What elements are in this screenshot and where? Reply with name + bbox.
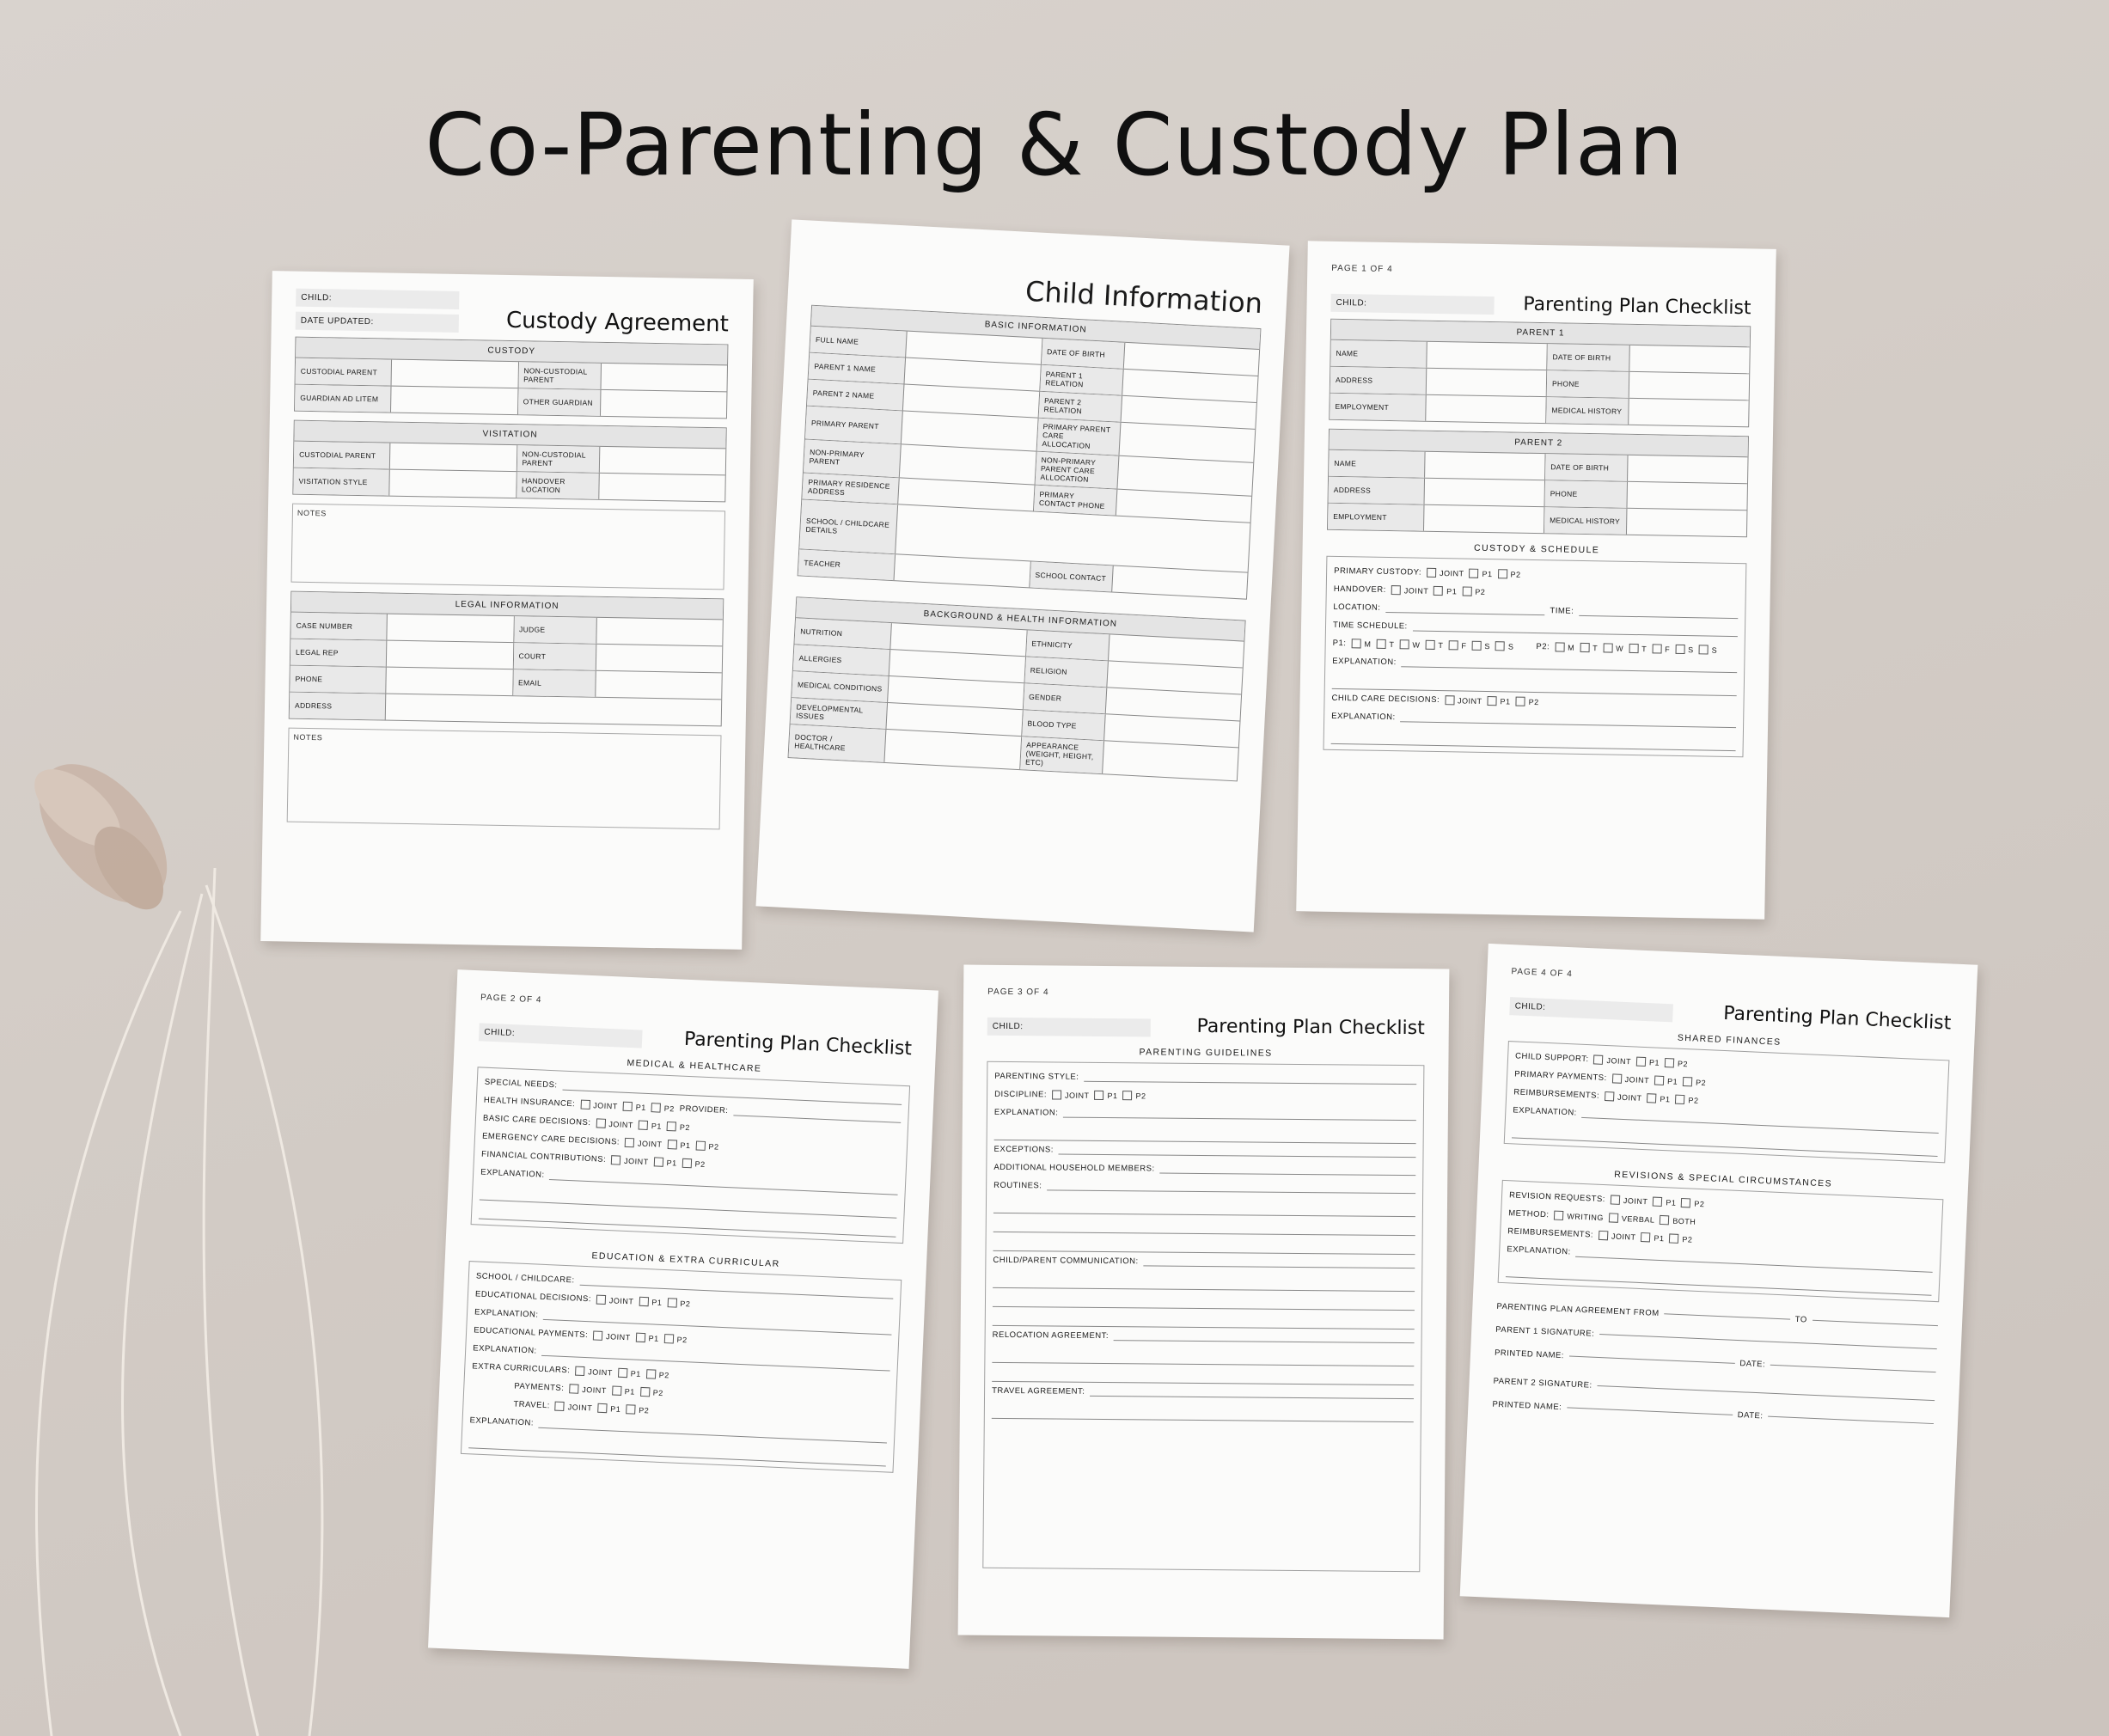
parent-1-table: PARENT 1 NAME DATE OF BIRTH ADDRESS PHONE EMPLOYMENT MEDICAL HISTORY <box>1329 319 1751 428</box>
banner-title: Co-Parenting & Custody Plan <box>425 95 1684 195</box>
checklist-page-1-sheet: PAGE 1 OF 4 CHILD: Parenting Plan Checklist PARENT 1 NAME DATE OF BIRTH ADDRESS PHONE EMPLOYMENT MEDICAL HISTORY PARENT 2 NAME DATE OF BIRTH ADDRESS PHONE EMPLOYMENT MEDICAL HISTORY CUSTODY & SCHEDULE PRIMARY CUSTODY: JOINT P1 P2 HANDOVER: JOINT P1 P2 LOCATION: TIME: TIME SCHEDULE: P1: M T W T F S S P2: M T W T F S S EXPLANATION: CHILD CARE DECISIONS: JOINT P1 P2 EXPLANATION: <box>1296 241 1776 919</box>
basic-info-table: BASIC INFORMATION FULL NAME DATE OF BIRTH PARENT 1 NAME PARENT 1 RELATION PARENT 2 NAME PARENT 2 RELATION PRIMARY PARENT PRIMARY PARENT CARE ALLOCATION NON-PRIMARY PARENT NON-PRIMARY PARENT CARE ALLOCATION PRIMARY RESIDENCE ADDRESS PRIMARY CONTACT PHONE SCHOOL / CHILDCARE DETAILS TEACHER SCHOOL CONTACT <box>798 305 1262 600</box>
education-box: SCHOOL / CHILDCARE: EDUCATIONAL DECISIONS: JOINT P1 P2 EXPLANATION: EDUCATIONAL PAYMENTS: JOINT P1 P2 EXPLANATION: EXTRA CURRICULARS: JOINT P1 P2 PAYMENTS: JOINT P1 P2 TRAVEL: JOINT P1 P2 EXPLANATION: <box>461 1261 902 1473</box>
sheet-title: Parenting Plan Checklist <box>1722 1002 1952 1035</box>
sheet-title: Child Information <box>1024 274 1263 321</box>
notes-box[interactable]: NOTES <box>291 504 726 590</box>
guidelines-box: PARENTING STYLE: DISCIPLINE: JOINT P1 P2 EXPLANATION: EXCEPTIONS: ADDITIONAL HOUSEHOLD MEMBERS: ROUTINES: CHILD/PARENT COMMUNICATION: RELOCATION AGREEMENT: TRAVEL AGREEMENT: <box>982 1061 1424 1572</box>
finances-box: CHILD SUPPORT: JOINT P1 P2 PRIMARY PAYMENTS: JOINT P1 P2 REIMBURSEMENTS: JOINT P1 P2 EXPLANATION: <box>1504 1041 1950 1163</box>
child-field[interactable]: CHILD: <box>296 289 459 309</box>
sheet-title: Parenting Plan Checklist <box>1196 1015 1425 1040</box>
medical-box: SPECIAL NEEDS: HEALTH INSURANCE: JOINT P1 P2 PROVIDER: BASIC CARE DECISIONS: JOINT P1 P2 EMERGENCY CARE DECISIONS: JOINT P1 P2 FINANCIAL CONTRIBUTIONS: JOINT P1 P2 EXPLANATION: <box>471 1067 911 1244</box>
revisions-box: REVISION REQUESTS: JOINT P1 P2 METHOD: WRITING VERBAL BOTH REIMBURSEMENTS: JOINT P1 P2 EXPLANATION: <box>1498 1180 1944 1302</box>
sheet-title: Parenting Plan Checklist <box>683 1028 913 1061</box>
checklist-page-3-sheet: PAGE 3 OF 4 CHILD: Parenting Plan Checklist PARENTING GUIDELINES PARENTING STYLE: DISCIPLINE: JOINT P1 P2 EXPLANATION: EXCEPTIONS: ADDITIONAL HOUSEHOLD MEMBERS: ROUTINES: CHILD/PARENT COMMUNICATION: RELOCATION AGREEMENT: TRAVEL AGREEMENT: <box>958 965 1450 1640</box>
child-information-sheet <box>755 219 1289 932</box>
child-field[interactable]: CHILD: <box>1509 997 1673 1022</box>
signature-block: PARENTING PLAN AGREEMENT FROM TO PARENT 1 SIGNATURE: PRINTED NAME: DATE: PARENT 2 SIGNATURE: PRINTED NAME: DATE: <box>1492 1295 1939 1435</box>
sheet-title: Parenting Plan Checklist <box>1523 293 1751 320</box>
child-field[interactable]: CHILD: <box>987 1018 1151 1037</box>
notes-box-2[interactable]: NOTES <box>287 728 722 830</box>
checklist-page-2-sheet: PAGE 2 OF 4 CHILD: Parenting Plan Checklist MEDICAL & HEALTHCARE SPECIAL NEEDS: HEALTH INSURANCE: JOINT P1 P2 PROVIDER: BASIC CARE DECISIONS: JOINT P1 P2 EMERGENCY CARE DECISIONS: JOINT P1 P2 FINANCIAL CONTRIBUTIONS: JOINT P1 P2 EXPLANATION: EDUCATION & EXTRA CURRICULAR SCHOOL / CHILDCARE: EDUCATIONAL DECISIONS: JOINT P1 P2 EXPLANATION: EDUCATIONAL PAYMENTS: JOINT P1 P2 EXPLANATION: EXTRA CURRICULARS: JOINT P1 P2 PAYMENTS: JOINT P1 P2 TRAVEL: JOINT P1 P2 EXPLANATION: <box>428 969 938 1669</box>
child-field[interactable]: CHILD: <box>479 1023 643 1048</box>
date-updated-field[interactable]: DATE UPDATED: <box>296 312 459 333</box>
sheet-title: Custody Agreement <box>505 307 730 338</box>
legal-table: LEGAL INFORMATION CASE NUMBER JUDGE LEGAL REP COURT PHONE EMAIL ADDRESS <box>289 591 724 727</box>
checklist-page-4-sheet: PAGE 4 OF 4 CHILD: Parenting Plan Checklist SHARED FINANCES CHILD SUPPORT: JOINT P1 P2 PRIMARY PAYMENTS: JOINT P1 P2 REIMBURSEMENTS: JOINT P1 P2 EXPLANATION: REVISIONS & SPECIAL CIRCUMSTANCES REVISION REQUESTS: JOINT P1 P2 METHOD: WRITING VERBAL BOTH REIMBURSEMENTS: JOINT P1 P2 EXPLANATION: PARENTING PLAN AGREEMENT FROM TO PARENT 1 SIGNATURE: PRINTED NAME: DATE: PARENT 2 SIGNATURE: PRINTED NAME: DATE: <box>1460 944 1978 1617</box>
background-health-table: BACKGROUND & HEALTH INFORMATION NUTRITION ETHNICITY ALLERGIES RELIGION MEDICAL CONDITIONS GENDER DEVELOPMENTAL ISSUES BLOOD TYPE DOCTOR / HEALTHCARE APPEARANCE (WEIGHT, HEIGHT, ETC) <box>788 596 1246 781</box>
parent-2-table: PARENT 2 NAME DATE OF BIRTH ADDRESS PHONE EMPLOYMENT MEDICAL HISTORY <box>1327 429 1749 538</box>
visitation-table: VISITATION CUSTODIAL PARENT NON-CUSTODIAL PARENT VISITATION STYLE HANDOVER LOCATION <box>292 420 726 503</box>
custody-schedule-box: PRIMARY CUSTODY: JOINT P1 P2 HANDOVER: JOINT P1 P2 LOCATION: TIME: TIME SCHEDULE: P1: M T W T F S S P2: M T W T F S S EXPLANATION: CHILD CARE DECISIONS: JOINT P1 P2 EXPLANATION: <box>1323 556 1747 757</box>
child-field[interactable]: CHILD: <box>1330 294 1494 315</box>
custody-table: CUSTODY CUSTODIAL PARENT NON-CUSTODIAL PARENT GUARDIAN AD LITEM OTHER GUARDIAN <box>294 337 728 419</box>
custody-agreement-sheet <box>260 271 754 950</box>
